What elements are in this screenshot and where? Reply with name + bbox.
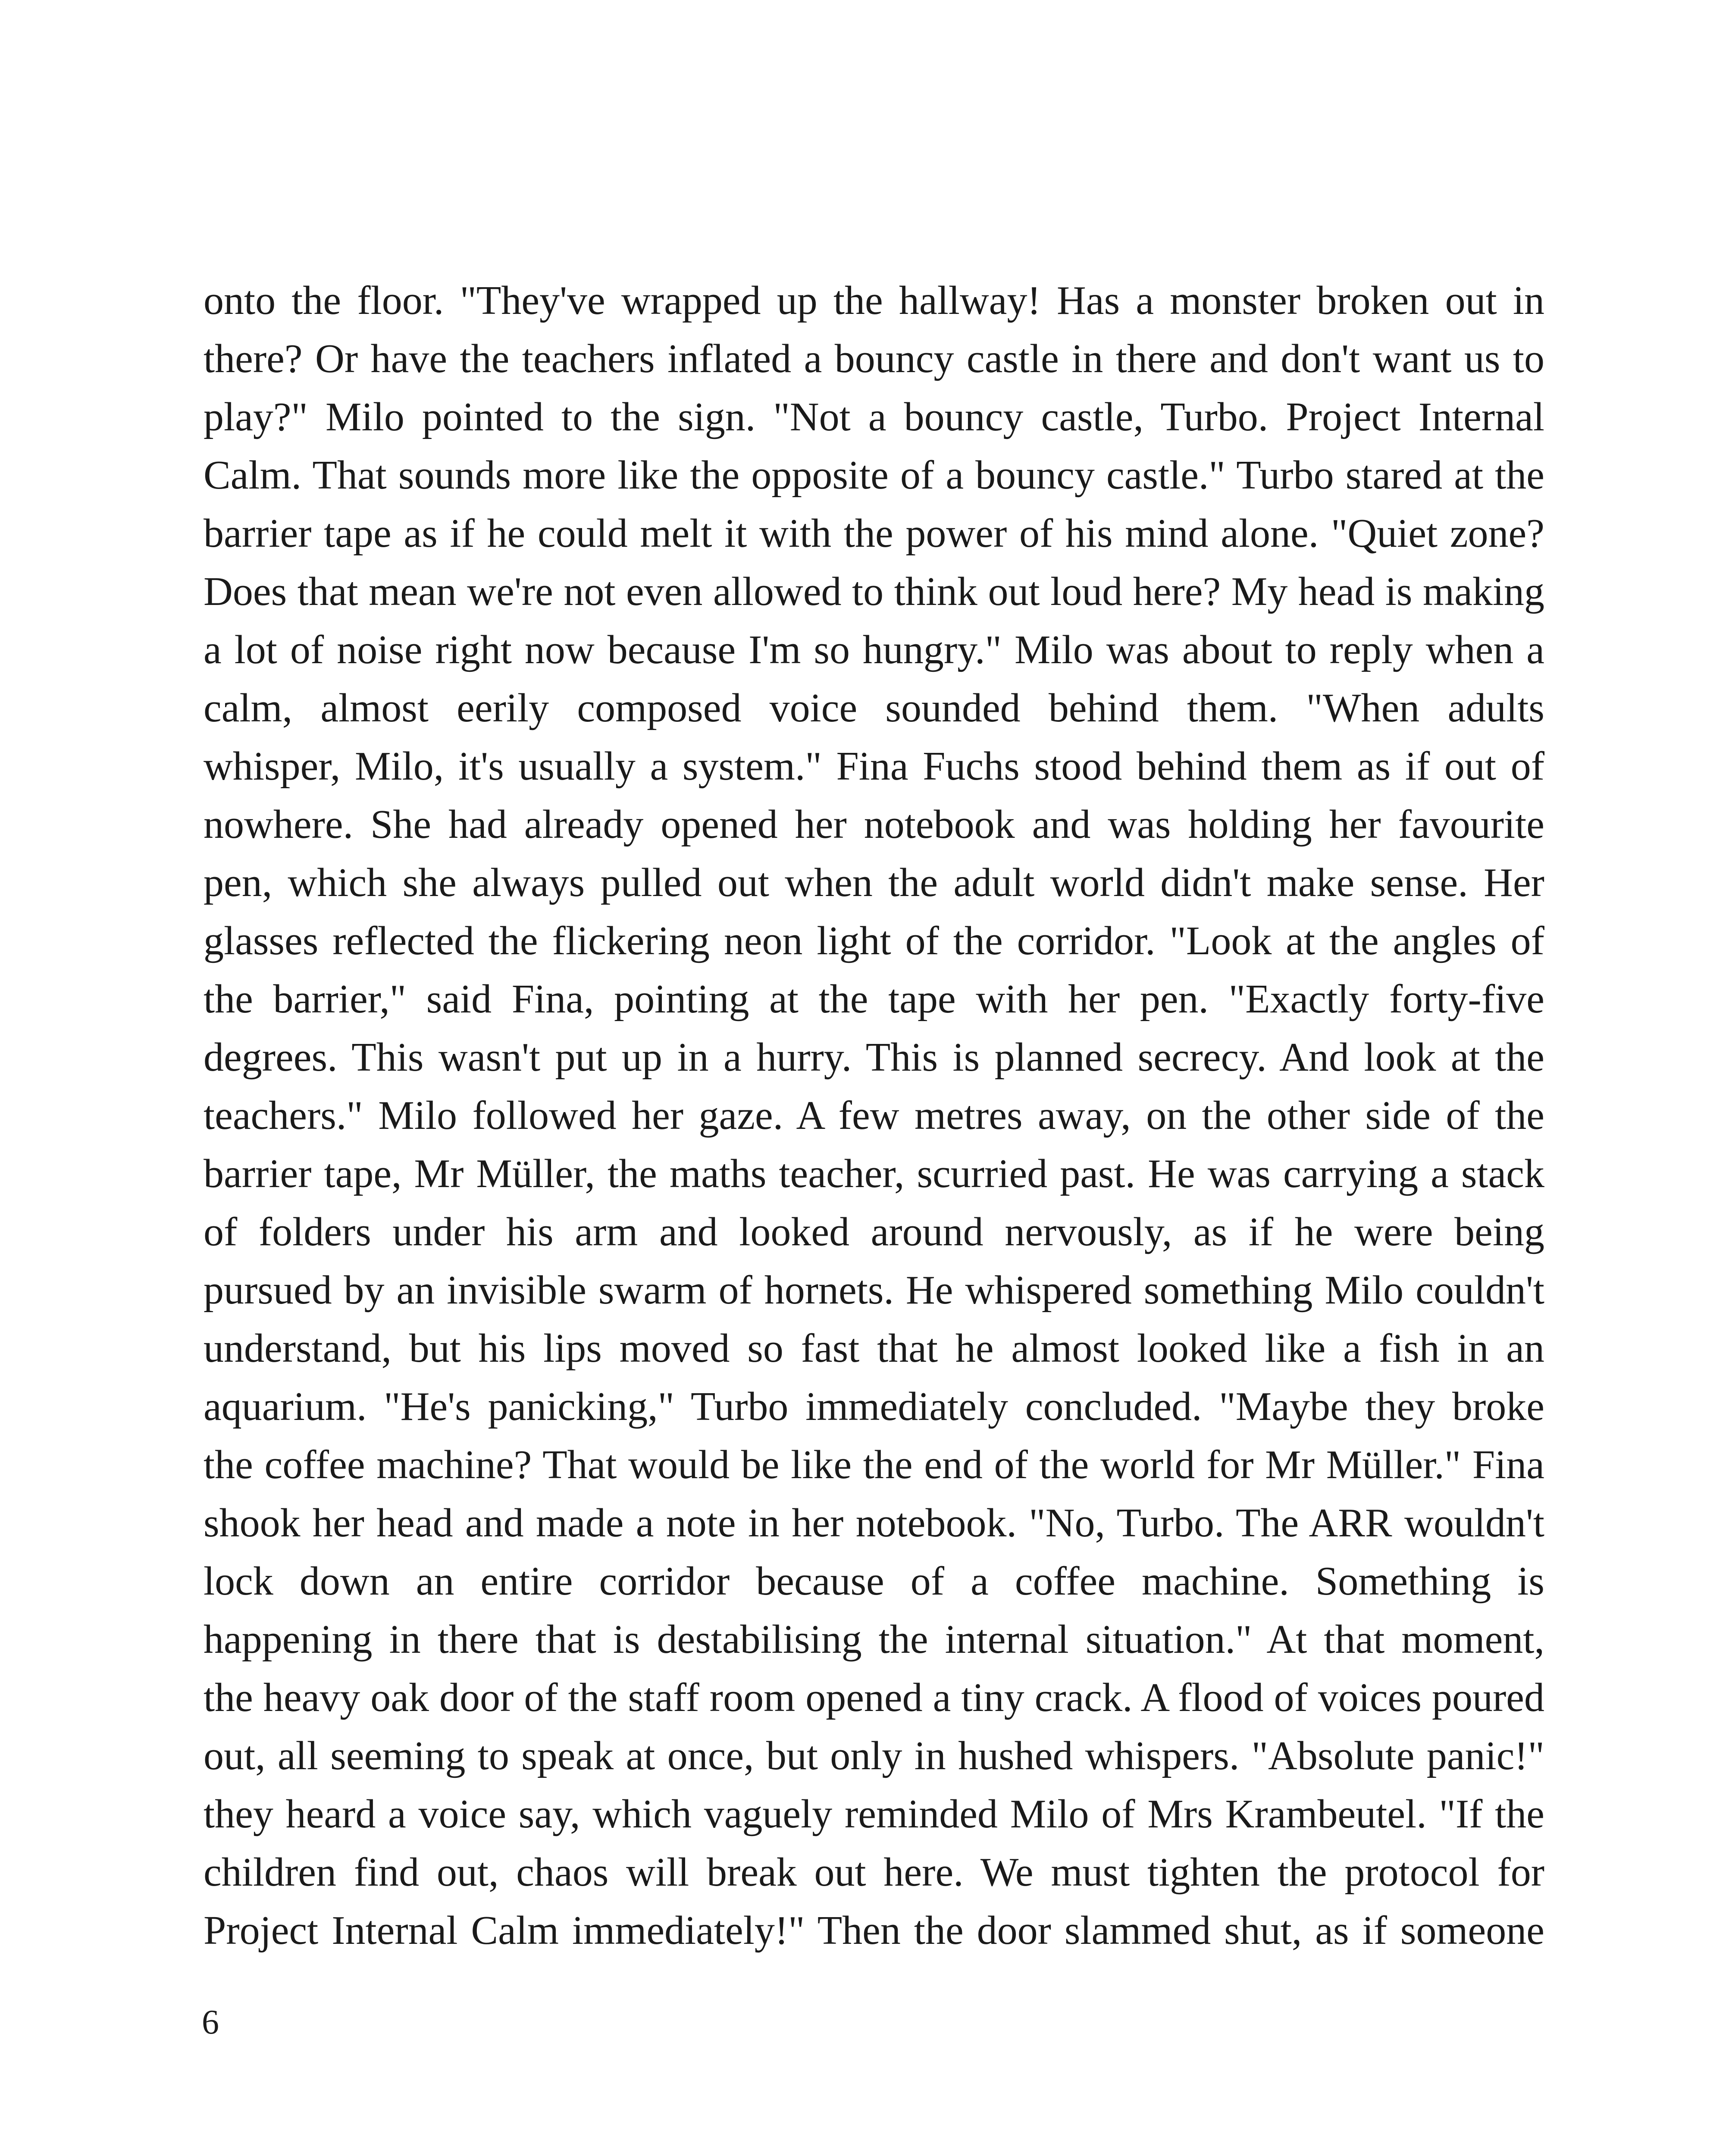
text-line: Does that mean we're not even allowed to think out loud here? My head is making [204,569,1544,614]
text-line: calm, almost eerily composed voice sounded behind them. "When adults [204,686,1544,730]
text-line: happening in there that is destabilising the internal situation." At that moment, [204,1617,1544,1662]
text-line: Calm. That sounds more like the opposite of a bouncy castle." Turbo stared at the [204,453,1544,498]
text-line: whisper, Milo, it's usually a system." Fina Fuchs stood behind them as if out of [204,744,1544,789]
text-line: the heavy oak door of the staff room opened a tiny crack. A flood of voices poured [204,1675,1544,1720]
text-line: pursued by an invisible swarm of hornets. He whispered something Milo couldn't [204,1268,1544,1313]
text-line: barrier tape, Mr Müller, the maths teacher, scurried past. He was carrying a stack [204,1151,1544,1196]
text-line: degrees. This wasn't put up in a hurry. This is planned secrecy. And look at the [204,1035,1544,1080]
text-line: they heard a voice say, which vaguely reminded Milo of Mrs Krambeutel. "If the [204,1792,1544,1836]
text-line: of folders under his arm and looked around nervously, as if he were being [204,1210,1544,1254]
text-line: shook her head and made a note in her notebook. "No, Turbo. The ARR wouldn't [204,1501,1544,1545]
page-number: 6 [202,2003,219,2041]
text-line: the barrier," said Fina, pointing at the tape with her pen. "Exactly forty-five [204,977,1544,1022]
text-line: understand, but his lips moved so fast that he almost looked like a fish in an [204,1326,1544,1371]
text-line: Project Internal Calm immediately!" Then the door slammed shut, as if someone [204,1908,1544,1953]
text-line: play?" Milo pointed to the sign. "Not a bouncy castle, Turbo. Project Internal [204,395,1544,439]
text-line: barrier tape as if he could melt it with the power of his mind alone. "Quiet zone? [204,511,1544,556]
text-line: pen, which she always pulled out when the adult world didn't make sense. Her [204,860,1544,905]
text-line: children find out, chaos will break out here. We must tighten the protocol for [204,1850,1544,1895]
text-line: nowhere. She had already opened her notebook and was holding her favourite [204,802,1544,847]
text-line: lock down an entire corridor because of a coffee machine. Something is [204,1559,1544,1604]
body-text [204,272,1544,1960]
text-line: a lot of noise right now because I'm so hungry." Milo was about to reply when a [204,627,1544,672]
text-line: onto the floor. "They've wrapped up the hallway! Has a monster broken out in [204,278,1544,323]
text-line: there? Or have the teachers inflated a bouncy castle in there and don't want us to [204,336,1544,381]
text-line: glasses reflected the flickering neon light of the corridor. "Look at the angles of [204,918,1544,963]
text-line: teachers." Milo followed her gaze. A few metres away, on the other side of the [204,1093,1544,1138]
text-line: the coffee machine? That would be like the end of the world for Mr Müller." Fina [204,1442,1544,1487]
text-line: aquarium. "He's panicking," Turbo immediately concluded. "Maybe they broke [204,1384,1544,1429]
text-line: out, all seeming to speak at once, but only in hushed whispers. "Absolute panic!" [204,1733,1544,1778]
